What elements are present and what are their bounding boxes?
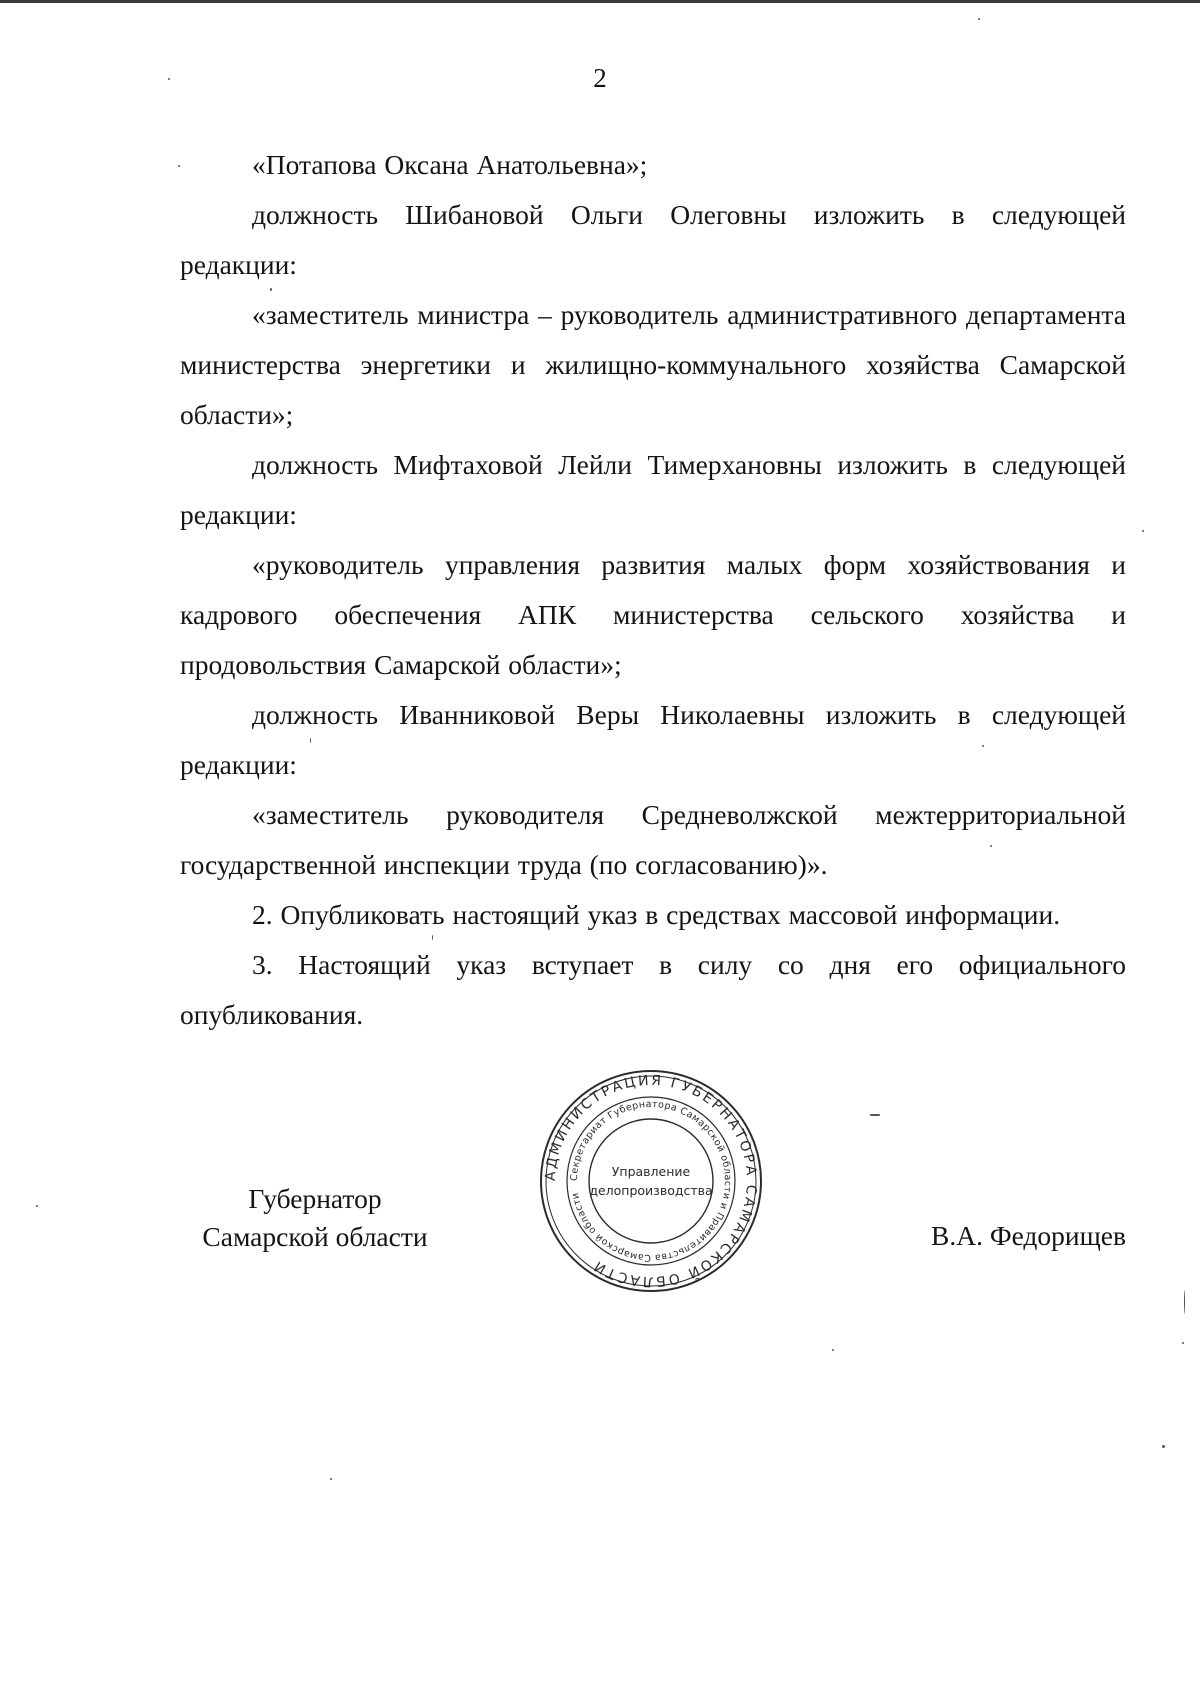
scan-speck [432, 935, 433, 940]
scan-speck [1162, 1445, 1165, 1448]
paragraph-3: «заместитель министра – руководитель административного департамента министерства энергетики и жилищно-коммунального хозяйства Самарской области»; [180, 299, 1126, 430]
seal-center-line-1: Управление [611, 1164, 691, 1179]
paragraph-2: должность Шибановой Ольги Олеговны изложить в следующей редакции: [180, 199, 1126, 280]
page-number: 2 [593, 63, 607, 93]
scan-speck [270, 288, 272, 291]
paragraph-6: должность Иванниковой Веры Николаевны изложить в следующей редакции: [180, 699, 1126, 780]
scan-speck [832, 1349, 834, 1351]
decree-body [180, 140, 1126, 1040]
signatory-title-line-2: Самарской области [202, 1221, 428, 1252]
paragraph-9: 3. Настоящий указ вступает в силу со дня его официального опубликования. [180, 949, 1126, 1030]
scan-speck [168, 78, 170, 80]
paragraph-1: «Потапова Оксана Анатольевна»; [252, 149, 648, 180]
seal-inner-text: Секретариат Губернатора Самарской области и Правительства Самарской области [568, 1098, 734, 1264]
top-border-line [0, 0, 1200, 3]
scan-speck [978, 18, 980, 20]
scan-speck [1142, 530, 1144, 532]
scan-speck [310, 738, 311, 743]
seal-graphic [538, 1068, 764, 1294]
signatory-name: В.А. Федорищев [931, 1220, 1126, 1251]
paragraph-7: «заместитель руководителя Средневолжской межтерриториальной государственной инспекции труда (по согласованию)». [180, 799, 1126, 880]
paragraph-5: «руководитель управления развития малых форм хозяйствования и кадрового обеспечения АПК министерства сельского хозяйства и продовольствия Самарской области»; [180, 549, 1126, 680]
official-seal [538, 1068, 764, 1294]
signatory-title-line-1: Губернатор [248, 1183, 382, 1214]
scan-speck [990, 845, 992, 847]
scan-speck [1182, 1342, 1184, 1344]
scan-speck [178, 165, 180, 167]
paragraph-4: должность Мифтаховой Лейли Тимерхановны изложить в следующей редакции: [180, 449, 1126, 530]
scan-speck [870, 1114, 880, 1116]
paragraph-8: 2. Опубликовать настоящий указ в средствах массовой информации. [252, 899, 1061, 930]
signatory-title [180, 1180, 450, 1256]
seal-center-line-2: делопроизводства [589, 1183, 713, 1198]
scan-speck [36, 1205, 38, 1207]
scan-speck [330, 1478, 332, 1480]
seal-outer-text: АДМИНИСТРАЦИЯ ГУБЕРНАТОРА САМАРСКОЙ ОБЛАСТИ [542, 1072, 760, 1290]
scan-speck [1184, 1290, 1185, 1314]
scan-speck [982, 745, 984, 747]
